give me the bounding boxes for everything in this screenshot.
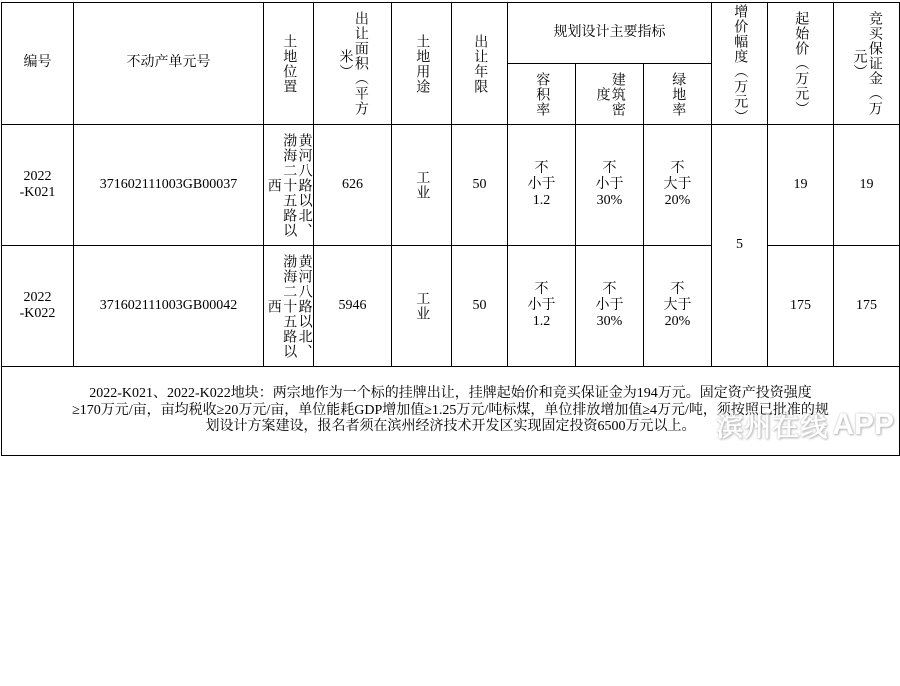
cell-start-price — [768, 125, 834, 246]
table-row — [2, 125, 900, 246]
cell-location — [264, 125, 314, 246]
cell-use — [392, 125, 452, 246]
watermark-text: 滨州在线 — [716, 412, 829, 442]
cell-density-line3: 30% — [596, 193, 623, 209]
cell-term-value: 50 — [472, 176, 487, 192]
header-far — [508, 64, 576, 125]
header-parcel-number-label: 不动产单元号 — [126, 55, 211, 71]
cell-parcel-number-value: 371602111003GB00042 — [99, 297, 238, 313]
cell-green-line1: 不 — [670, 160, 685, 176]
header-green-rate-label: 绿地率 — [670, 71, 686, 117]
note-line-1: 2022-K021、2022-K022地块：两宗地作为一个标的挂牌出让，挂牌起始价和竞买保证金为194万元。固定资产投资强度 — [89, 386, 812, 402]
cell-green-line1: 不 — [670, 281, 685, 297]
header-planning-group-label: 规划设计主要指标 — [553, 24, 666, 40]
header-location — [264, 3, 314, 125]
cell-term-value: 50 — [472, 297, 487, 313]
cell-density-line3: 30% — [596, 314, 623, 330]
header-area-label: 出让面积（平方米） — [337, 11, 368, 116]
cell-code — [2, 246, 74, 367]
cell-code — [2, 125, 74, 246]
cell-location — [264, 246, 314, 367]
cell-location-value: 黄河八路以北、渤海二十五路以西 — [265, 132, 312, 238]
cell-code-line1: 2022 — [23, 289, 52, 305]
header-deposit-label: 竞买保证金（万元） — [851, 11, 882, 116]
cell-deposit — [834, 246, 900, 367]
cell-use — [392, 246, 452, 367]
cell-deposit — [834, 125, 900, 246]
header-location-label: 土地位置 — [281, 33, 297, 94]
cell-code-line2: -K022 — [19, 306, 56, 321]
cell-increment — [712, 125, 768, 367]
cell-area — [314, 125, 392, 246]
header-area — [314, 3, 392, 125]
header-far-label: 容积率 — [534, 71, 550, 117]
header-code-label: 编号 — [23, 55, 52, 71]
watermark-app-label: APP — [832, 407, 894, 441]
cell-location-value: 黄河八路以北、渤海二十五路以西 — [265, 253, 312, 359]
cell-use-value: 工业 — [414, 291, 430, 321]
header-code — [2, 3, 74, 125]
table-header-row-1 — [2, 3, 900, 64]
cell-area — [314, 246, 392, 367]
cell-green-line2: 大于 — [663, 176, 692, 192]
cell-start-price — [768, 246, 834, 367]
cell-density-line2: 小于 — [595, 297, 624, 313]
header-increment — [712, 3, 768, 125]
note-cell — [2, 367, 900, 456]
note-line-2: ≥170万元/亩，亩均税收≥20万元/亩，单位能耗GDP增加值≥1.25万元/吨标煤，单位排放增加值≥4万元/吨，须按照已批准的规 — [72, 402, 829, 418]
cell-density-line1: 不 — [602, 281, 617, 297]
cell-term — [452, 125, 508, 246]
note-line-3: 划设计方案建设，报名者须在滨州经济技术开发区实现固定投资6500万元以上。 — [205, 419, 696, 435]
land-parcel-table — [1, 2, 900, 456]
header-density — [576, 64, 644, 125]
cell-area-value: 5946 — [338, 297, 367, 313]
header-term-label: 出让年限 — [472, 33, 488, 94]
cell-density-line1: 不 — [602, 160, 617, 176]
table-note-row — [2, 367, 900, 456]
cell-deposit-value: 19 — [859, 176, 874, 192]
cell-density-line2: 小于 — [595, 176, 624, 192]
header-increment-label: 增价幅度（万元） — [732, 4, 748, 124]
header-density-label: 建筑密度 — [594, 71, 625, 117]
cell-parcel-number — [74, 246, 264, 367]
cell-code-line1: 2022 — [23, 168, 52, 184]
cell-density — [576, 125, 644, 246]
header-planning-group — [508, 3, 712, 64]
cell-deposit-value: 175 — [856, 297, 878, 313]
cell-far-line2: 小于 — [527, 297, 556, 313]
cell-use-value: 工业 — [414, 170, 430, 200]
cell-far-line1: 不 — [534, 160, 549, 176]
cell-start-price-value: 175 — [790, 297, 812, 313]
header-use — [392, 3, 452, 125]
land-listing-table-page — [0, 2, 900, 450]
cell-density — [576, 246, 644, 367]
header-deposit — [834, 3, 900, 125]
cell-green-rate — [644, 246, 712, 367]
cell-green-rate — [644, 125, 712, 246]
cell-code-line2: -K021 — [19, 185, 56, 200]
cell-parcel-number-value: 371602111003GB00037 — [99, 176, 238, 192]
cell-parcel-number — [74, 125, 264, 246]
cell-far — [508, 125, 576, 246]
cell-green-line3: 20% — [664, 193, 691, 209]
cell-increment-value: 5 — [736, 237, 744, 253]
cell-start-price-value: 19 — [793, 176, 808, 192]
header-parcel-number — [74, 3, 264, 125]
cell-area-value: 626 — [342, 176, 363, 192]
cell-green-line3: 20% — [664, 314, 691, 330]
header-start-price-label: 起始价（万元） — [793, 11, 809, 116]
header-start-price — [768, 3, 834, 125]
cell-far-line2: 小于 — [527, 176, 556, 192]
header-term — [452, 3, 508, 125]
header-use-label: 土地用途 — [414, 33, 430, 94]
cell-far-line3: 1.2 — [532, 193, 551, 209]
cell-far-line3: 1.2 — [532, 314, 551, 330]
cell-far-line1: 不 — [534, 281, 549, 297]
cell-term — [452, 246, 508, 367]
header-green-rate — [644, 64, 712, 125]
cell-green-line2: 大于 — [663, 297, 692, 313]
cell-far — [508, 246, 576, 367]
